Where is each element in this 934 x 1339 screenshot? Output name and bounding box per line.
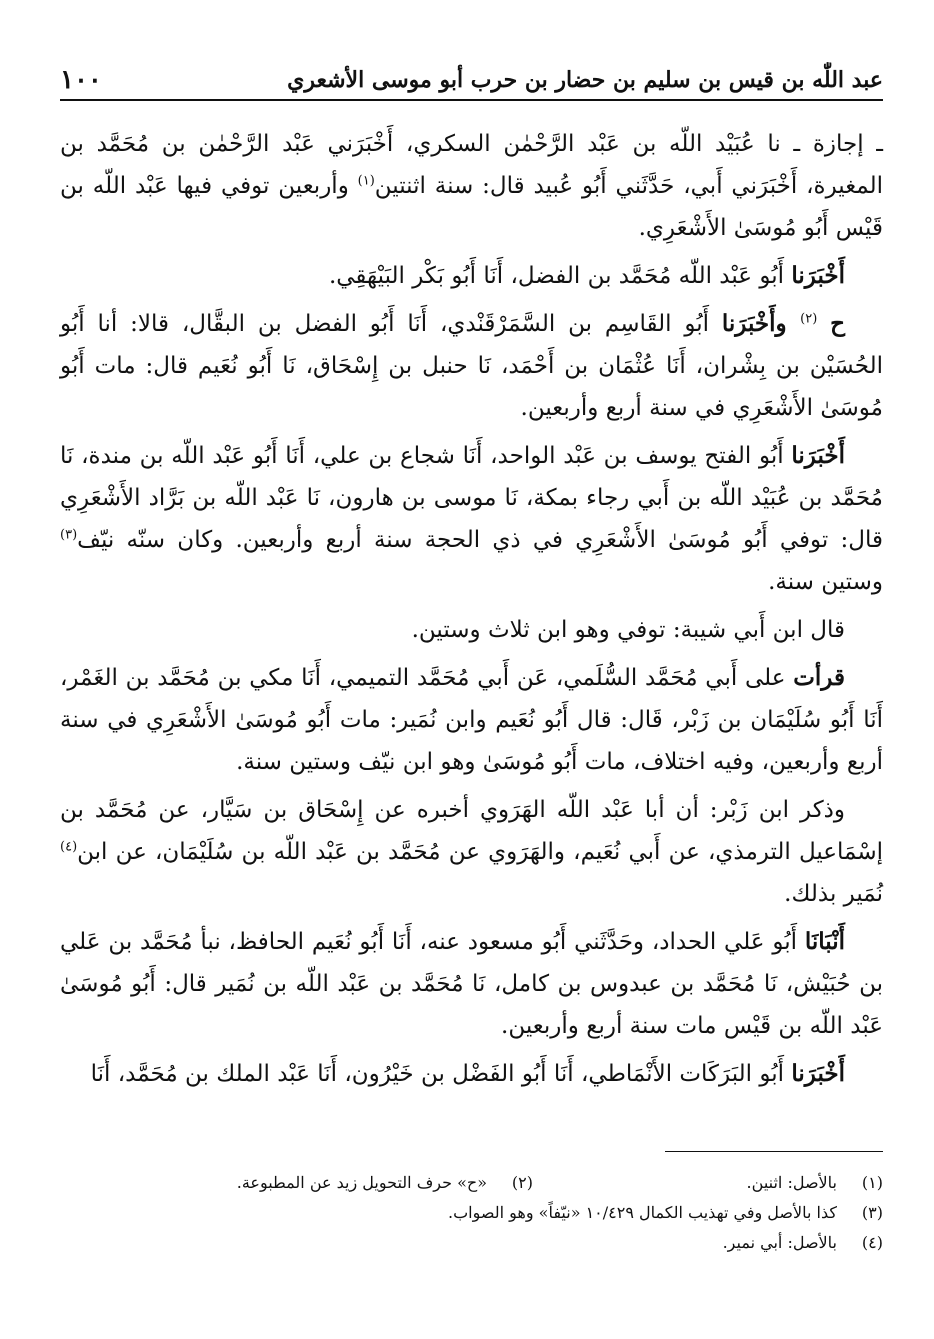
footnote-text: كذا بالأصل وفي تهذيب الكمال ١٠/٤٢٩ «نيّفاً» وهو الصواب.: [448, 1203, 837, 1222]
book-page: [60, 55, 883, 1325]
paragraph-6: [60, 657, 883, 783]
narration-lead: قرأت: [793, 664, 845, 691]
footnote-1: [533, 1168, 883, 1198]
paragraph-text: وأربعين توفي فيها عَبْد اللّه بن قَيْس أَبُو مُوسَىٰ الأَشْعَرِي.: [60, 173, 883, 241]
paragraph-8: [60, 921, 883, 1047]
main-text: [60, 123, 883, 1095]
paragraph-4: [60, 435, 883, 603]
narration-lead: أَنْبَانَا: [804, 928, 845, 955]
footnote-number: (٣): [861, 1203, 883, 1222]
tahwil-mark: ح: [830, 310, 845, 337]
narration-lead: أَخْبَرَنا: [791, 1060, 845, 1087]
running-title: عبد اللّٰه بن قيس بن سليم بن حضار بن حرب أبو موسى الأشعري: [287, 67, 883, 93]
footnote-ref-3[interactable]: (٣): [60, 527, 78, 543]
narration-lead: أَخْبَرَنا: [791, 442, 845, 469]
footnote-row: [60, 1168, 883, 1198]
paragraph-9: [60, 1053, 883, 1095]
paragraph-1: [60, 123, 883, 249]
page-number: ١٠٠: [60, 65, 102, 95]
paragraph-text: وذكر ابن زَبْر: أن أبا عَبْد اللّه الهَرَوي أخبره عن إِسْحَاق بن سَيَّار، عن مُحَمَّد بن إسْمَاعيل الترمذي، عن أَبي نُعَيم، والهَرَوي عن مُحَمَّد بن عَبْد اللّه بن سُلَيْمَان، عن ابن: [60, 797, 883, 865]
footnote-number: (١): [861, 1173, 883, 1192]
page-header: [60, 55, 883, 101]
paragraph-text: أَبُو القَاسِم بن السَّمَرْقَنْدي، أَنَا أَبُو الفضل بن البقَّال، قالا: أنا أَبُو الحُسَيْن بن بِشْران، أَنَا عُثْمَان بن أَحْمَد، نَا حنبل بن إِسْحَاق، نَا أَبُو نُعَيم قال: مات أَبُو مُوسَىٰ الأَشْعَرِي في سنة أربع وأربعين.: [60, 311, 883, 421]
footnote-text: بالأصل: أبي نمير.: [722, 1233, 837, 1252]
footnote-ref-1[interactable]: (١): [357, 173, 375, 189]
footnote-row: [60, 1228, 883, 1258]
footnote-4: [723, 1228, 883, 1258]
paragraph-text: أَبُو عَلي الحداد، وحَدَّثَني أَبُو مسعود عنه، أَنَا أَبُو نُعَيم الحافظ، نبأ مُحَمَّد بن عَلي بن حُبَيْش، نَا مُحَمَّد بن عبدوس بن كامل، نَا مُحَمَّد بن عَبْد اللّه بن نُمَير قال: أَبُو مُوسَىٰ عَبْد اللّه بن قَيْس مات سنة أربع وأربعين.: [60, 929, 883, 1039]
paragraph-text: أَبُو عَبْد اللّه مُحَمَّد بن الفضل، أَنَا أَبُو بَكْر البَيْهَقِي.: [328, 263, 792, 289]
footnote-divider: [665, 1151, 883, 1152]
paragraph-2: [60, 255, 883, 297]
paragraph-text: أَبُو الفتح يوسف بن عَبْد الواحد، أَنَا شجاع بن علي، أَنَا أَبُو عَبْد اللّه بن مندة، نَا مُحَمَّد بن عُبَيْد اللّه بن أَبي رجاء بمكة، نَا موسى بن هارون، نَا عَبْد اللّه بن بَرَّاد الأَشْعَرِي قال: توفي أَبُو مُوسَىٰ الأَشْعَرِي في ذي الحجة سنة أربع وأربعين. وكان سنّه نيّف: [60, 443, 883, 553]
narration-lead: أَخْبَرَنا: [791, 262, 845, 289]
footnote-text: بالأصل: اثنين.: [746, 1173, 837, 1192]
paragraph-text: ـ إجازة ـ نا عُبَيْد اللّه بن عَبْد الرَّحْمٰن السكري، أَخْبَرَني عَبْد الرَّحْمٰن بن مُحَمَّد بن المغيرة، أَخْبَرَني أَبي، حَدَّثَني أَبُو عُبيد قال: سنة اثنتين: [60, 131, 883, 199]
footnote-row: [60, 1198, 883, 1228]
footnote-text: «ح» حرف التحويل زيد عن المطبوعة.: [236, 1173, 487, 1192]
paragraph-text: أَبُو البَرَكَات الأَنْمَاطي، أَنَا أَبُو الفَضْل بن خَيْرُون، أَنَا عَبْد الملك بن مُحَمَّد، أَنَا: [90, 1061, 792, 1087]
paragraph-5: [60, 609, 883, 651]
paragraph-7: [60, 789, 883, 915]
footnote-ref-4[interactable]: (٤): [60, 839, 78, 855]
paragraph-text: على أَبي مُحَمَّد السُّلَمي، عَن أَبي مُحَمَّد التميمي، أَنَا مكي بن مُحَمَّد بن الغَمْر، أَنَا أَبُو سُلَيْمَان بن زَبْر، قَال: قال أَبُو نُعَيم وابن نُمَير: مات أَبُو مُوسَىٰ الأَشْعَرِي في سنة أربع وأربعين، وفيه اختلاف، مات أَبُو مُوسَىٰ وهو ابن نيّف وستين سنة.: [60, 665, 883, 775]
footnote-3: [448, 1198, 883, 1228]
paragraph-text: نُمَير بذلك.: [784, 881, 883, 907]
footnote-ref-2[interactable]: (٢): [800, 311, 818, 327]
paragraph-3: [60, 303, 883, 429]
footnote-2: [237, 1168, 533, 1198]
footnote-number: (٢): [511, 1173, 533, 1192]
footnotes: [60, 1151, 883, 1258]
paragraph-text: وستين سنة.: [768, 569, 883, 595]
footnote-number: (٤): [861, 1233, 883, 1252]
narration-lead: وأَخْبَرَنا: [721, 310, 801, 337]
paragraph-text: قال ابن أَبي شيبة: توفي وهو ابن ثلاث وستين.: [411, 617, 845, 643]
